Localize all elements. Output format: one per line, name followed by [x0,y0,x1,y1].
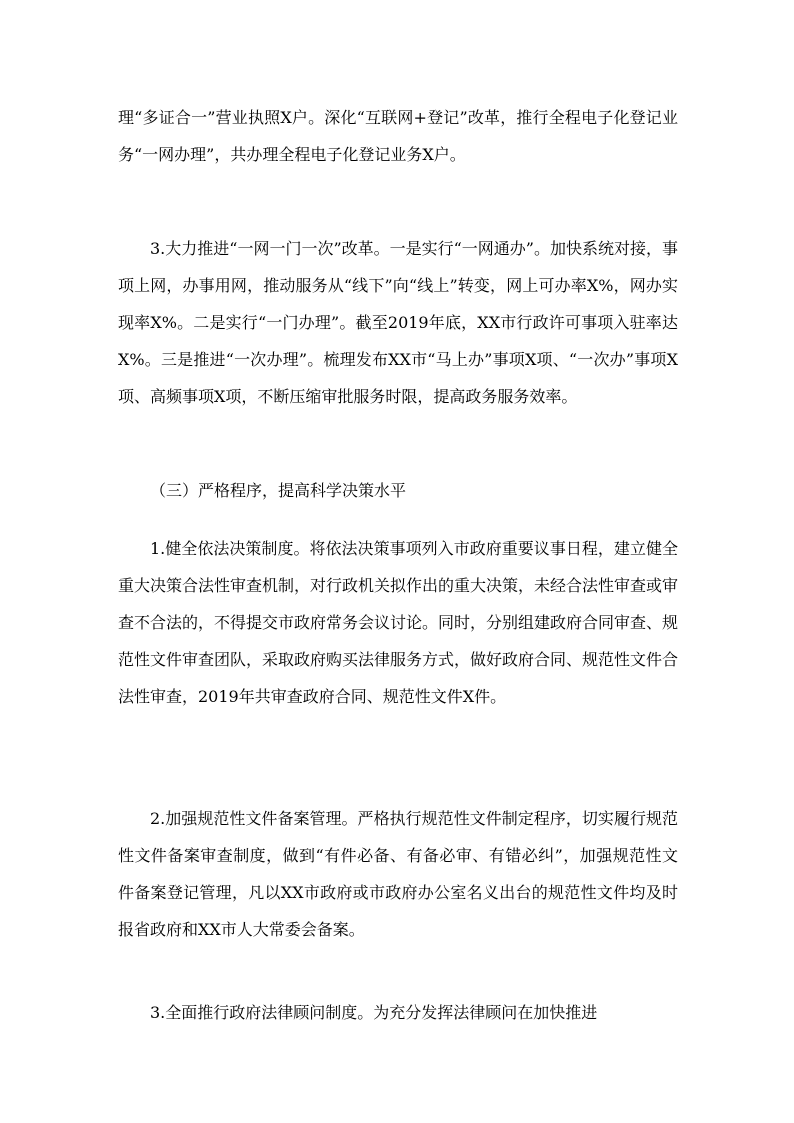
section-heading-decision-making: （三）严格程序，提高科学决策水平 [150,481,407,500]
paragraph-lawful-decision-system: 1.健全依法决策制度。将依法决策事项列入市政府重要议事日程，建立健全重大决策合法性审查机制，对行政机关拟作出的重大决策，未经合法性审查或审查不合法的，不得提交市政府常务会议讨论。同时，分别组建政府合同审查、规范性文件审查团队，采取政府购买法律服务方式，做好政府合同、规范性文件合法性审查，2019年共审查政府合同、规范性文件X件。 [118,539,679,706]
paragraph-one-network-reform: 3.大力推进“一网一门一次”改革。一是实行“一网通办”。加快系统对接，事项上网，办事用网，推动服务从“线下”向“线上”转变，网上可办率X%，网办实现率X%。二是实行“一门办理”。截至2019年底，XX市行政许可事项入驻率达X%。三是推进“一次办理”。梳理发布XX市“马上办”事项X项、“一次办”事项X项、高频事项X项，不断压缩审批服务时限，提高政务服务效率。 [118,239,678,406]
paragraph-legal-advisor-system: 3.全面推行政府法律顾问制度。为充分发挥法律顾问在加快推进 [150,1003,598,1022]
paragraph-normative-documents-filing: 2.加强规范性文件备案管理。严格执行规范性文件制定程序，切实履行规范性文件备案审查制度，做到“有件必备、有备必审、有错必纠”，加强规范性文件备案登记管理，凡以XX市政府或市政府办公室名义出台的规范性文件均及时报省政府和XX市人大常委会备案。 [118,809,678,939]
paragraph-registration-reform: 理“多证合一”营业执照X户。深化“互联网+登记”改革，推行全程电子化登记业务“一网办理”，共办理全程电子化登记业务X户。 [118,108,678,164]
